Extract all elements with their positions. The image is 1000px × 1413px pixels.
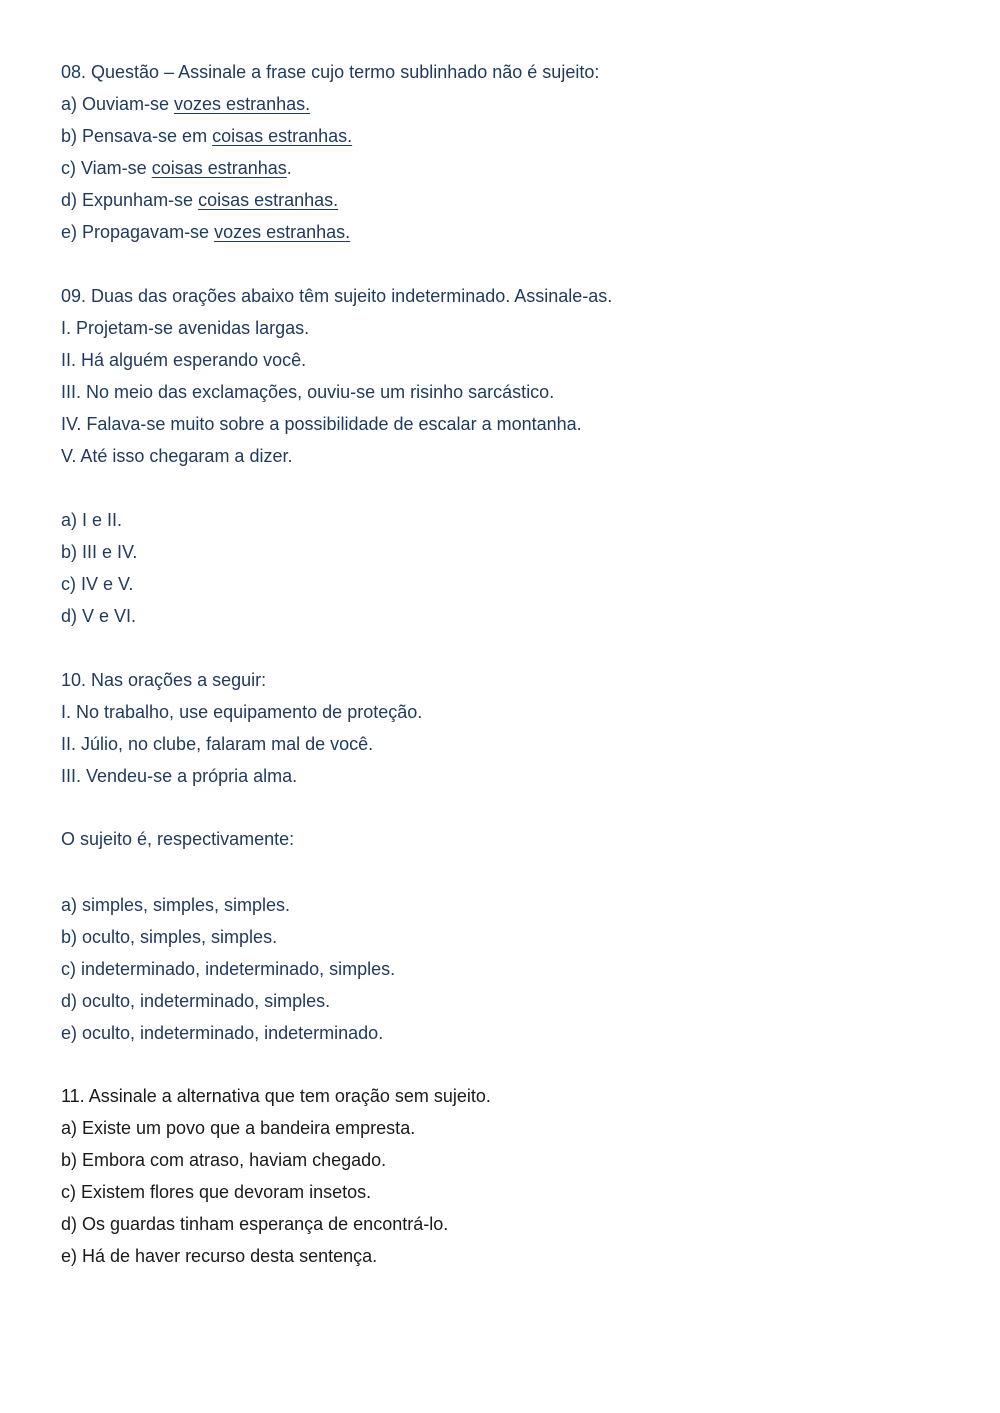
option-c: c) indeterminado, indeterminado, simples. (61, 959, 396, 979)
question-10 (61, 669, 422, 797)
option-a: a) Existe um povo que a bandeira empresta. (61, 1118, 416, 1138)
statement-ii: II. Há alguém esperando você. (61, 350, 307, 370)
question-10-options (61, 894, 395, 1054)
option-b: b) III e IV. (61, 542, 138, 562)
question-prompt: O sujeito é, respectivamente: (61, 829, 295, 849)
option-c: c) Viam-se coisas estranhas. (61, 158, 292, 178)
option-d: d) Os guardas tinham esperança de encontrá-lo. (61, 1214, 449, 1234)
option-c: c) IV e V. (61, 574, 134, 594)
option-a: a) simples, simples, simples. (61, 895, 291, 915)
question-09 (61, 285, 612, 477)
statement-ii: II. Júlio, no clube, falaram mal de você. (61, 734, 374, 754)
question-title: 09. Duas das orações abaixo têm sujeito indeterminado. Assinale-as. (61, 286, 613, 306)
underlined-term: vozes estranhas. (174, 94, 311, 114)
underlined-term: vozes estranhas. (214, 222, 351, 242)
underlined-term: coisas estranhas (151, 158, 287, 178)
option-e: e) Propagavam-se vozes estranhas. (61, 222, 351, 242)
question-title: 10. Nas orações a seguir: (61, 670, 267, 690)
statement-v: V. Até isso chegaram a dizer. (61, 446, 293, 466)
statement-iv: IV. Falava-se muito sobre a possibilidade de escalar a montanha. (61, 414, 582, 434)
option-b: b) oculto, simples, simples. (61, 927, 278, 947)
option-b: b) Pensava-se em coisas estranhas. (61, 126, 353, 146)
option-d: d) V e VI. (61, 606, 137, 626)
underlined-term: coisas estranhas. (212, 126, 353, 146)
statement-i: I. Projetam-se avenidas largas. (61, 318, 310, 338)
statement-iii: III. Vendeu-se a própria alma. (61, 766, 298, 786)
question-08 (61, 61, 599, 253)
question-title: 08. Questão – Assinale a frase cujo termo sublinhado não é sujeito: (61, 62, 600, 82)
question-10-prompt (61, 828, 294, 860)
statement-i: I. No trabalho, use equipamento de proteção. (61, 702, 423, 722)
question-title: 11. Assinale a alternativa que tem oração sem sujeito. (61, 1086, 491, 1106)
option-e: e) oculto, indeterminado, indeterminado. (61, 1023, 384, 1043)
option-e: e) Há de haver recurso desta sentença. (61, 1246, 378, 1266)
underlined-term: coisas estranhas. (198, 190, 339, 210)
option-d: d) Expunham-se coisas estranhas. (61, 190, 339, 210)
option-c: c) Existem flores que devoram insetos. (61, 1182, 372, 1202)
question-09-options (61, 509, 137, 637)
option-a: a) Ouviam-se vozes estranhas. (61, 94, 311, 114)
option-a: a) I e II. (61, 510, 123, 530)
statement-iii: III. No meio das exclamações, ouviu-se um risinho sarcástico. (61, 382, 555, 402)
question-11 (61, 1085, 491, 1277)
option-d: d) oculto, indeterminado, simples. (61, 991, 331, 1011)
option-b: b) Embora com atraso, haviam chegado. (61, 1150, 387, 1170)
